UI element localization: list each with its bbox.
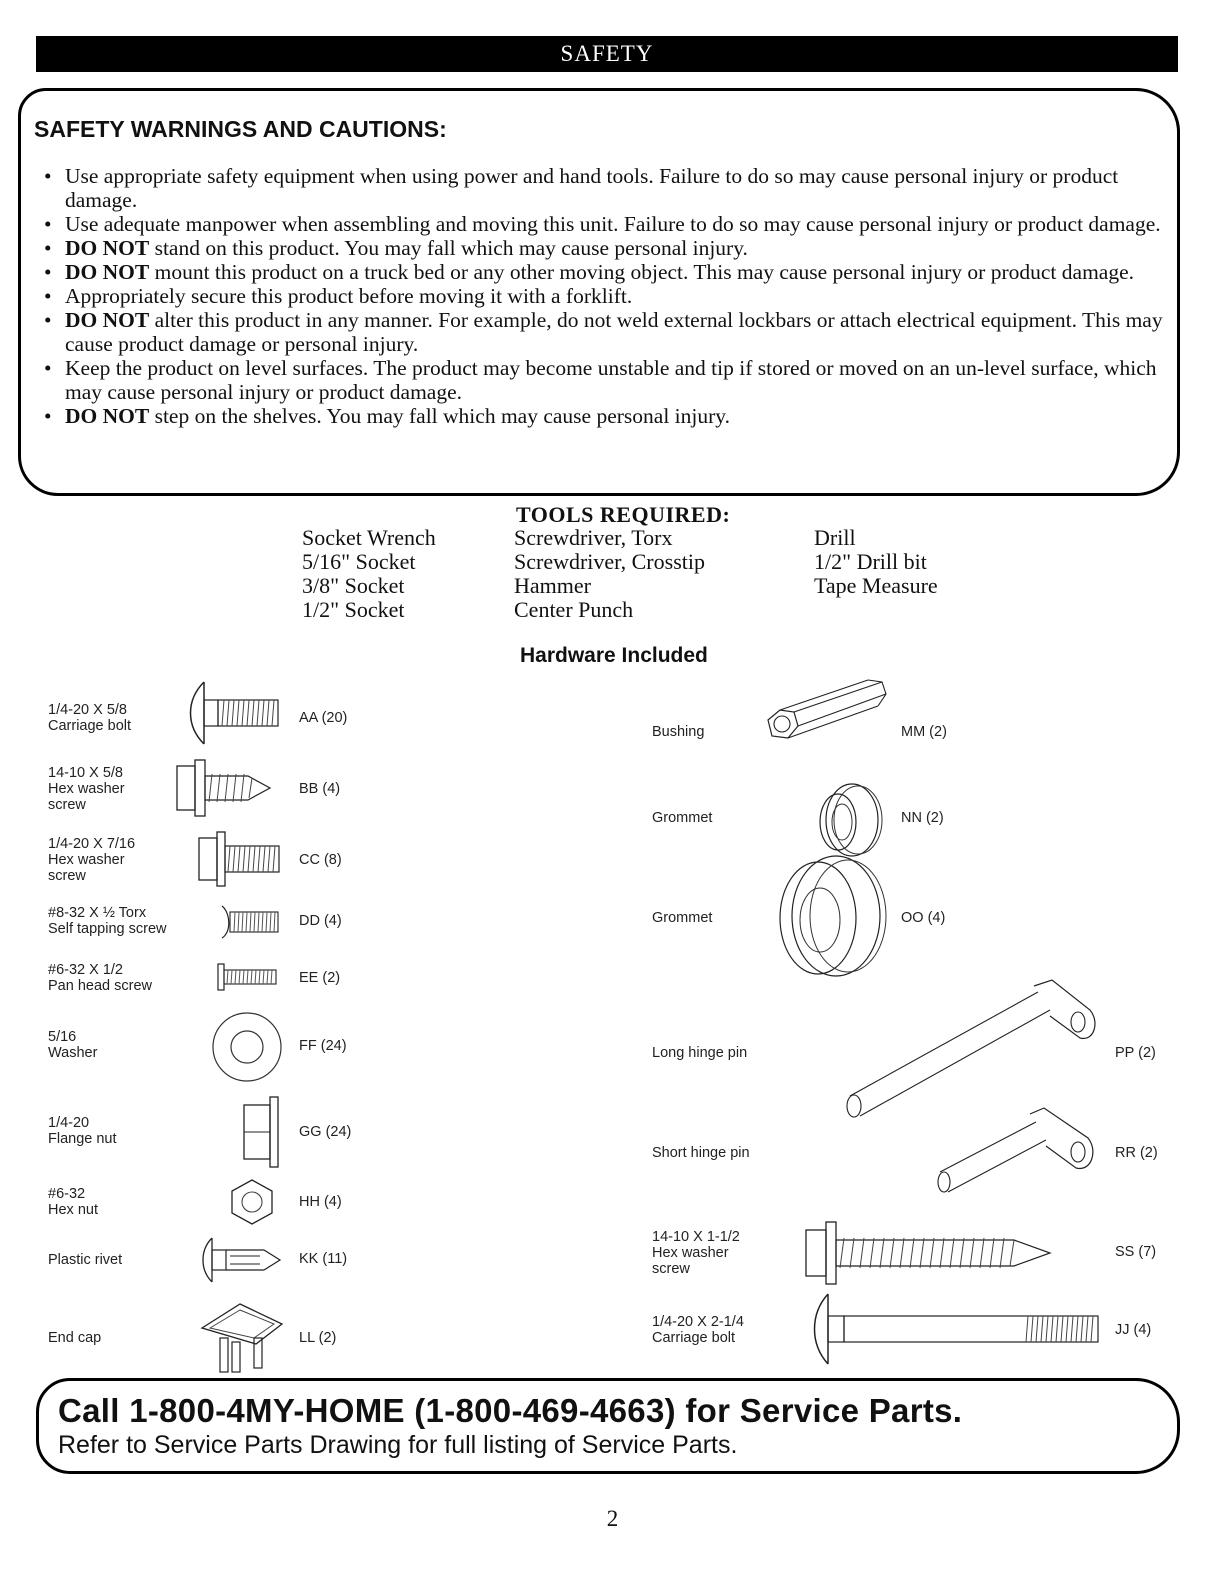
hardware-label-hh: #6-32 Hex nut [48,1186,98,1218]
tool-item: Drill [814,525,856,550]
hardware-qty-ff: FF (24) [299,1038,347,1054]
hardware-title: Hardware Included [520,644,708,667]
tools-column-3 [814,526,938,598]
hardware-label-mm: Bushing [652,724,705,740]
flange-nut-icon [242,1095,282,1169]
hardware-qty-rr: RR (2) [1115,1145,1158,1161]
hardware-qty-kk: KK (11) [299,1251,348,1267]
hardware-label-ee: #6-32 X 1/2 Pan head screw [48,962,152,994]
tool-item: 3/8" Socket [302,573,405,598]
page-number: 2 [606,1506,619,1531]
hardware-qty-ss: SS (7) [1115,1244,1157,1260]
hex-washer-bolt-icon [198,830,282,888]
service-phone-text: Call 1-800-4MY-HOME (1-800-469-4663) for Service Parts. [58,1392,963,1429]
tool-item: Socket Wrench [302,525,436,550]
hardware-qty-jj: JJ (4) [1115,1322,1152,1338]
warning-item: • DO NOT stand on this product. You may fall which may cause personal injury. [44,236,748,260]
hardware-label-kk: Plastic rivet [48,1252,123,1268]
hardware-label-ll: End cap [48,1330,102,1346]
warning-item: • Keep the product on level surfaces. The product may become unstable and tip if stored or moved on an un-level surface, which may cause personal injury or product damage. [44,356,1157,404]
warning-item: • Use appropriate safety equipment when using power and hand tools. Failure to do so may cause personal injury or product damage. [44,164,1119,212]
hex-washer-screw-icon [176,758,272,818]
large-grommet-icon [774,854,890,984]
tool-item: Hammer [514,573,591,598]
small-grommet-icon [812,782,888,862]
warnings-list [44,164,1164,428]
short-hinge-pin-icon [928,1092,1100,1198]
warning-item: • Use adequate manpower when assembling and moving this unit. Failure to do so may cause personal injury or product damage. [44,212,1161,236]
tool-item: 1/2" Drill bit [814,549,927,574]
hardware-label-aa: 1/4-20 X 5/8 Carriage bolt [48,702,132,734]
hardware-label-bb: 14-10 X 5/8 Hex washer screw [48,765,125,813]
torx-screw-icon [220,902,282,942]
long-hex-washer-screw-icon [804,1220,1054,1286]
end-cap-icon [196,1302,284,1376]
hardware-label-gg: 1/4-20 Flange nut [48,1115,117,1147]
tool-item: 1/2" Socket [302,597,405,622]
hardware-qty-hh: HH (4) [299,1194,342,1210]
hardware-qty-oo: OO (4) [901,910,946,926]
service-parts-note: Refer to Service Parts Drawing for full listing of Service Parts. [58,1431,738,1459]
section-header: SAFETY [36,36,1178,72]
hardware-qty-cc: CC (8) [299,852,342,868]
tools-column-2 [514,526,705,622]
warnings-title: SAFETY WARNINGS AND CAUTIONS: [34,116,447,142]
hardware-qty-aa: AA (20) [299,710,348,726]
hardware-qty-ee: EE (2) [299,970,341,986]
hardware-label-nn: Grommet [652,810,713,826]
hardware-label-jj: 1/4-20 X 2-1/4 Carriage bolt [652,1314,744,1346]
carriage-bolt-icon [186,680,282,746]
hardware-label-rr: Short hinge pin [652,1145,750,1161]
plastic-rivet-icon [200,1236,284,1284]
tool-item: Screwdriver, Torx [514,525,673,550]
pan-head-screw-icon [216,962,280,992]
tools-title: TOOLS REQUIRED: [516,502,731,527]
hardware-qty-pp: PP (2) [1115,1045,1156,1061]
hex-nut-icon [228,1178,276,1226]
tool-item: Tape Measure [814,573,938,598]
hardware-qty-ll: LL (2) [299,1330,337,1346]
hardware-label-pp: Long hinge pin [652,1045,748,1061]
tool-item: Screwdriver, Crosstip [514,549,705,574]
warning-item: • DO NOT step on the shelves. You may fall which may cause personal injury. [44,404,731,428]
warning-item: • DO NOT mount this product on a truck bed or any other moving object. This may cause personal injury or product damage. [44,260,1134,284]
hardware-qty-gg: GG (24) [299,1124,352,1140]
hardware-qty-nn: NN (2) [901,810,944,826]
hardware-qty-bb: BB (4) [299,781,341,797]
tool-item: 5/16" Socket [302,549,416,574]
hardware-label-ff: 5/16 Washer [48,1029,98,1061]
bushing-icon [760,676,890,776]
warning-item: • Appropriately secure this product before moving it with a forklift. [44,284,633,308]
washer-icon [210,1010,284,1084]
warning-item: • DO NOT alter this product in any manner. For example, do not weld external lockbars or attach electrical equipment. This may cause product damage or personal injury. [44,308,1163,356]
hardware-qty-dd: DD (4) [299,913,342,929]
tool-item: Center Punch [514,597,634,622]
tools-column-1 [302,526,436,622]
hardware-label-oo: Grommet [652,910,713,926]
hardware-label-cc: 1/4-20 X 7/16 Hex washer screw [48,836,136,884]
hardware-qty-mm: MM (2) [901,724,947,740]
hardware-label-ss: 14-10 X 1-1/2 Hex washer screw [652,1229,740,1277]
long-carriage-bolt-icon [810,1292,1102,1366]
hardware-label-dd: #8-32 X ½ Torx Self tapping screw [48,905,167,937]
